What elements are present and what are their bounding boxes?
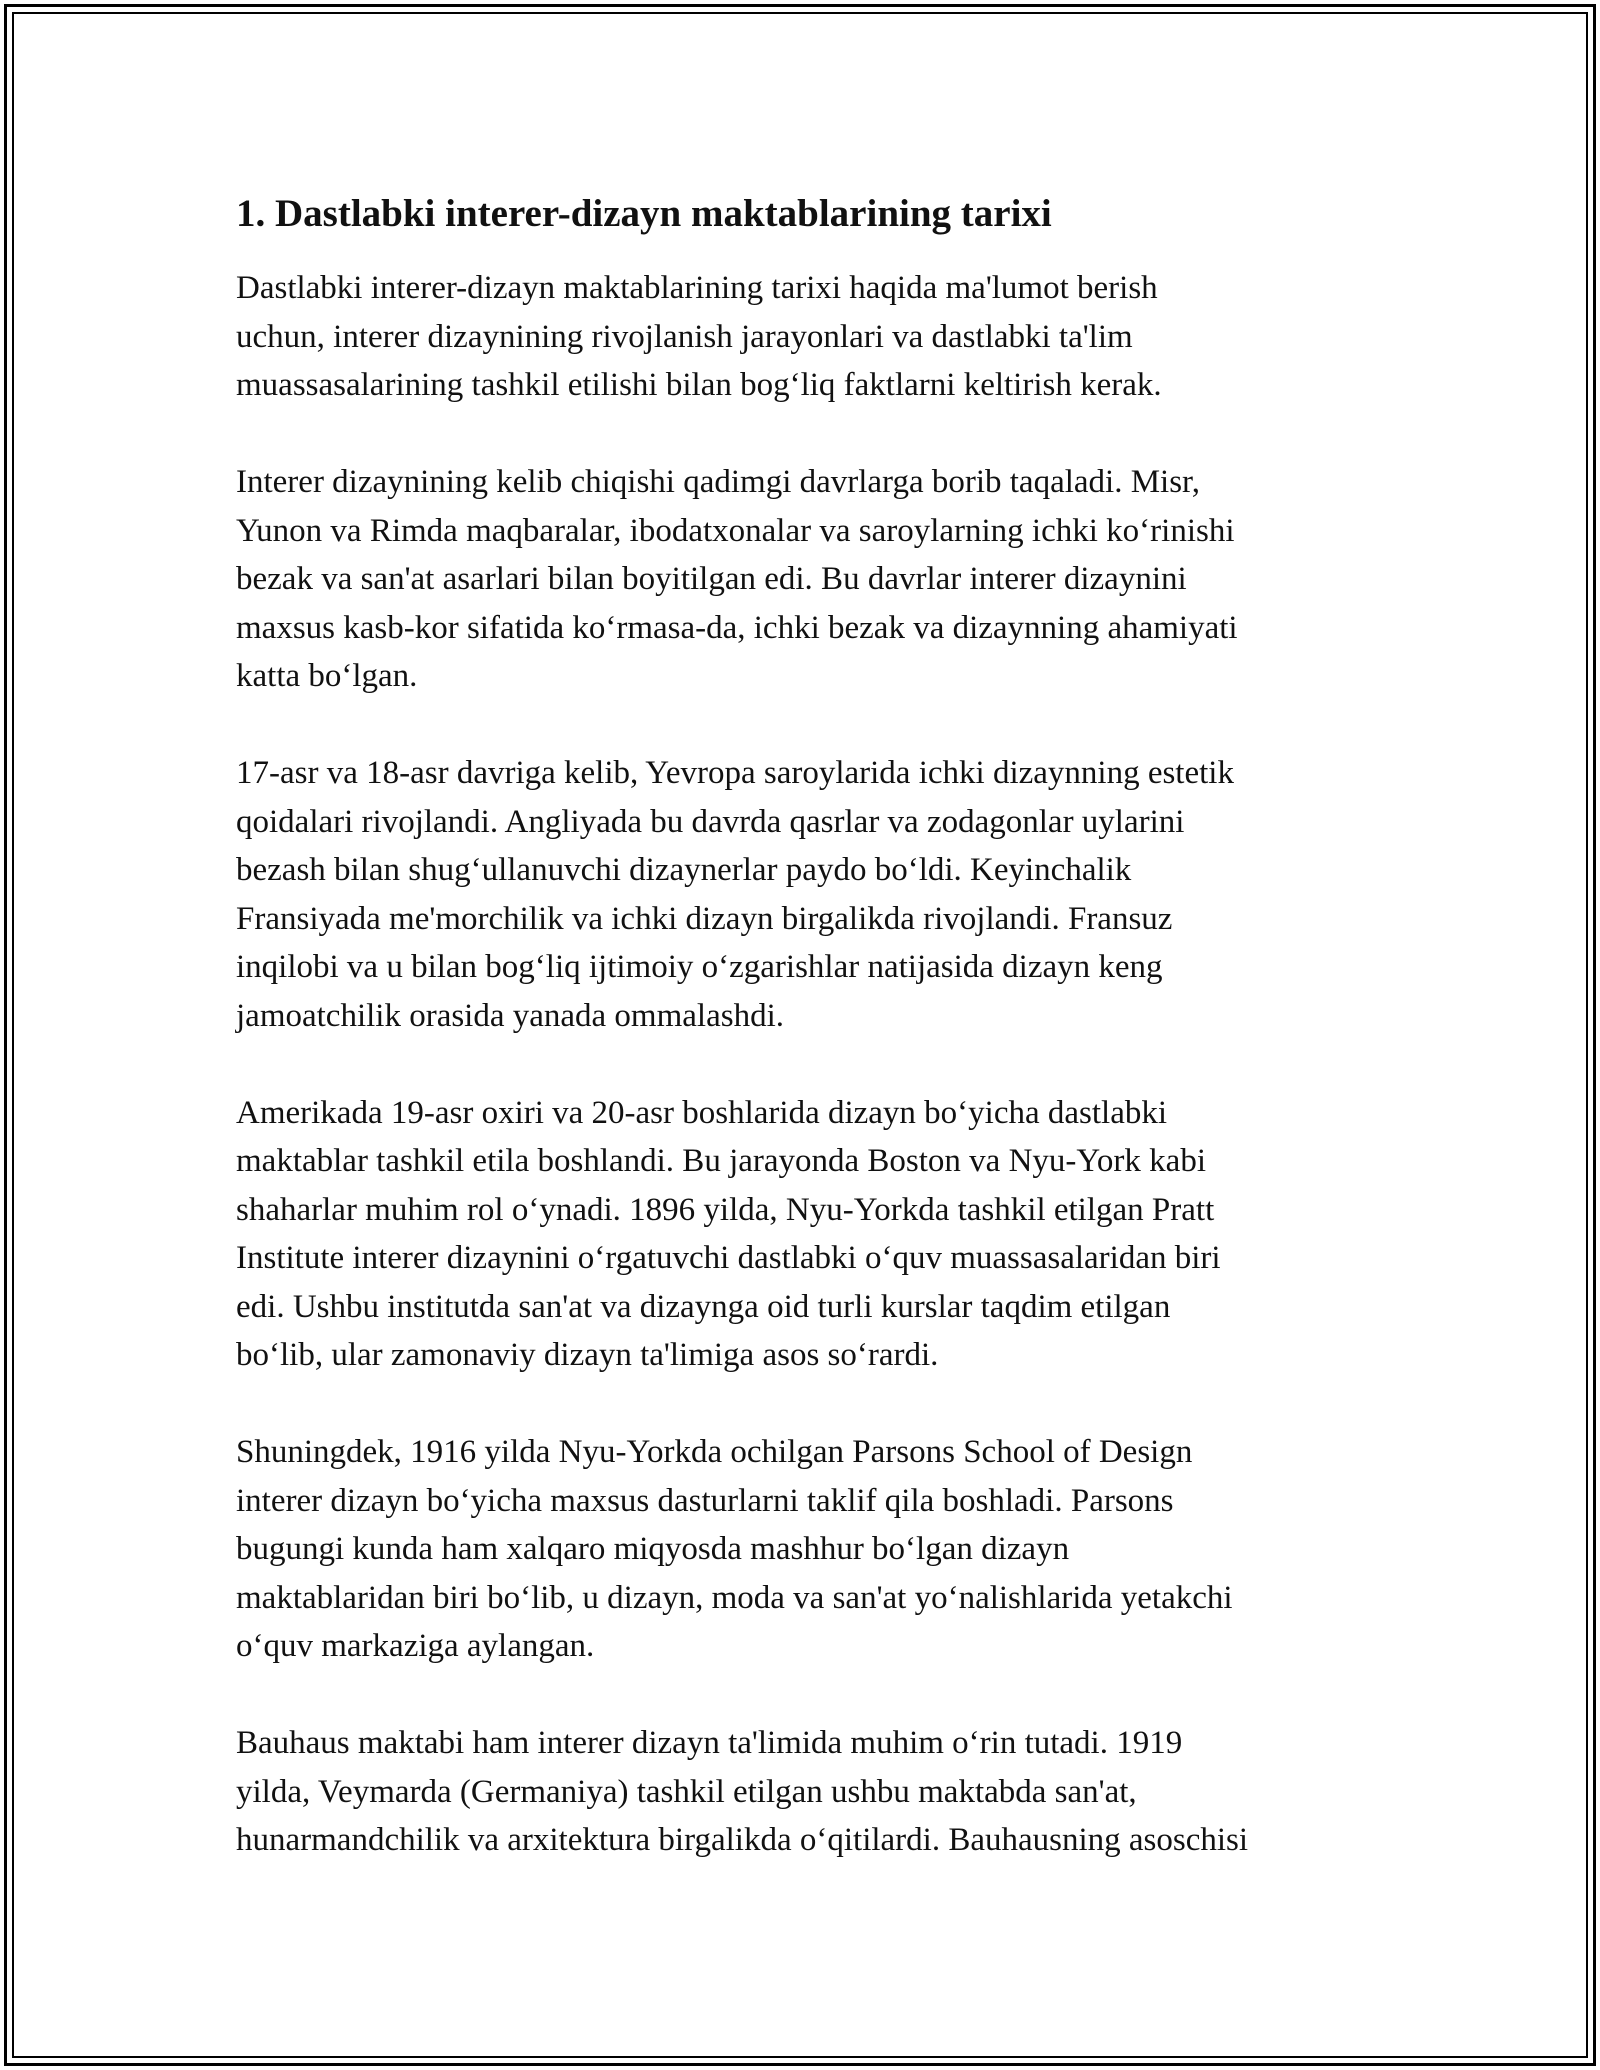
document-body — [236, 186, 1386, 1913]
text-line: Yunon va Rimda maqbaralar, ibodatxonalar va saroylarning ichki ko‘rinishi — [236, 512, 1235, 549]
text-line: bugungi kunda ham xalqaro miqyosda mashhur bo‘lgan dizayn — [236, 1531, 1070, 1567]
text-line: inqilobi va u bilan bog‘liq ijtimoiy o‘zgarishlar natijasida dizayn keng — [236, 949, 1163, 985]
paragraph-europe — [236, 749, 1386, 1040]
text-line: shaharlar muhim rol o‘ynadi. 1896 yilda, Nyu-Yorkda tashkil etilgan Pratt — [236, 1191, 1215, 1228]
text-line: Interer dizaynining kelib chiqishi qadimgi davrlarga borib taqaladi. Misr, — [236, 464, 1200, 500]
text-line: jamoatchilik orasida yanada ommalashdi. — [236, 997, 784, 1034]
text-line: o‘quv markaziga aylangan. — [236, 1628, 595, 1664]
text-line: hunarmandchilik va arxitektura birgalikda o‘qitilardi. Bauhausning asoschisi — [236, 1822, 1249, 1858]
text-line: maxsus kasb-kor sifatida ko‘rmasa-da, ichki bezak va dizaynning ahamiyati — [236, 609, 1238, 646]
text-line: qoidalari rivojlandi. Angliyada bu davrda qasrlar va zodagonlar uylarini — [236, 803, 1185, 840]
text-line: Amerikada 19-asr oxiri va 20-asr boshlarida dizayn bo‘yicha dastlabki — [236, 1094, 1168, 1131]
text-line: interer dizayn bo‘yicha maxsus dasturlarni taklif qila boshladi. Parsons — [236, 1482, 1174, 1519]
text-line: bo‘lib, ular zamonaviy dizayn ta'limiga asos so‘rardi. — [236, 1337, 939, 1373]
text-line: 17-asr va 18-asr davriga kelib, Yevropa saroylarida ichki dizaynning estetik — [236, 755, 1234, 791]
text-line: maktablar tashkil etila boshlandi. Bu jarayonda Boston va Nyu-York kabi — [236, 1143, 1206, 1179]
paragraph-parsons — [236, 1428, 1386, 1671]
paragraph-america — [236, 1089, 1386, 1380]
text-line: muassasalarining tashkil etilishi bilan bog‘liq faktlarni keltirish kerak. — [236, 367, 1162, 403]
text-line: Institute interer dizaynini o‘rgatuvchi dastlabki o‘quv muassasalaridan biri — [236, 1240, 1221, 1276]
section-heading: 1. Dastlabki interer-dizayn maktablarining tarixi — [236, 192, 1052, 235]
paragraph-ancient-origins — [236, 458, 1386, 701]
text-line: bezash bilan shug‘ullanuvchi dizaynerlar paydo bo‘ldi. Keyinchalik — [236, 852, 1132, 888]
text-line: yilda, Veymarda (Germaniya) tashkil etilgan ushbu maktabda san'at, — [236, 1773, 1137, 1810]
paragraph-bauhaus — [236, 1719, 1386, 1865]
text-line: edi. Ushbu institutda san'at va dizaynga oid turli kurslar taqdim etilgan — [236, 1288, 1171, 1325]
text-line: katta bo‘lgan. — [236, 658, 418, 694]
paragraph-intro — [236, 264, 1386, 410]
text-line: Fransiyada me'morchilik va ichki dizayn birgalikda rivojlandi. Fransuz — [236, 900, 1173, 937]
text-line: Dastlabki interer-dizayn maktablarining tarixi haqida ma'lumot berish — [236, 270, 1158, 306]
text-line: Shuningdek, 1916 yilda Nyu-Yorkda ochilgan Parsons School of Design — [236, 1434, 1193, 1470]
text-line: bezak va san'at asarlari bilan boyitilgan edi. Bu davrlar interer dizaynini — [236, 561, 1187, 597]
text-line: maktablaridan biri bo‘lib, u dizayn, moda va san'at yo‘nalishlarida yetakchi — [236, 1579, 1233, 1616]
text-line: uchun, interer dizaynining rivojlanish jarayonlari va dastlabki ta'lim — [236, 318, 1133, 355]
text-line: Bauhaus maktabi ham interer dizayn ta'limida muhim o‘rin tutadi. 1919 — [236, 1725, 1183, 1761]
